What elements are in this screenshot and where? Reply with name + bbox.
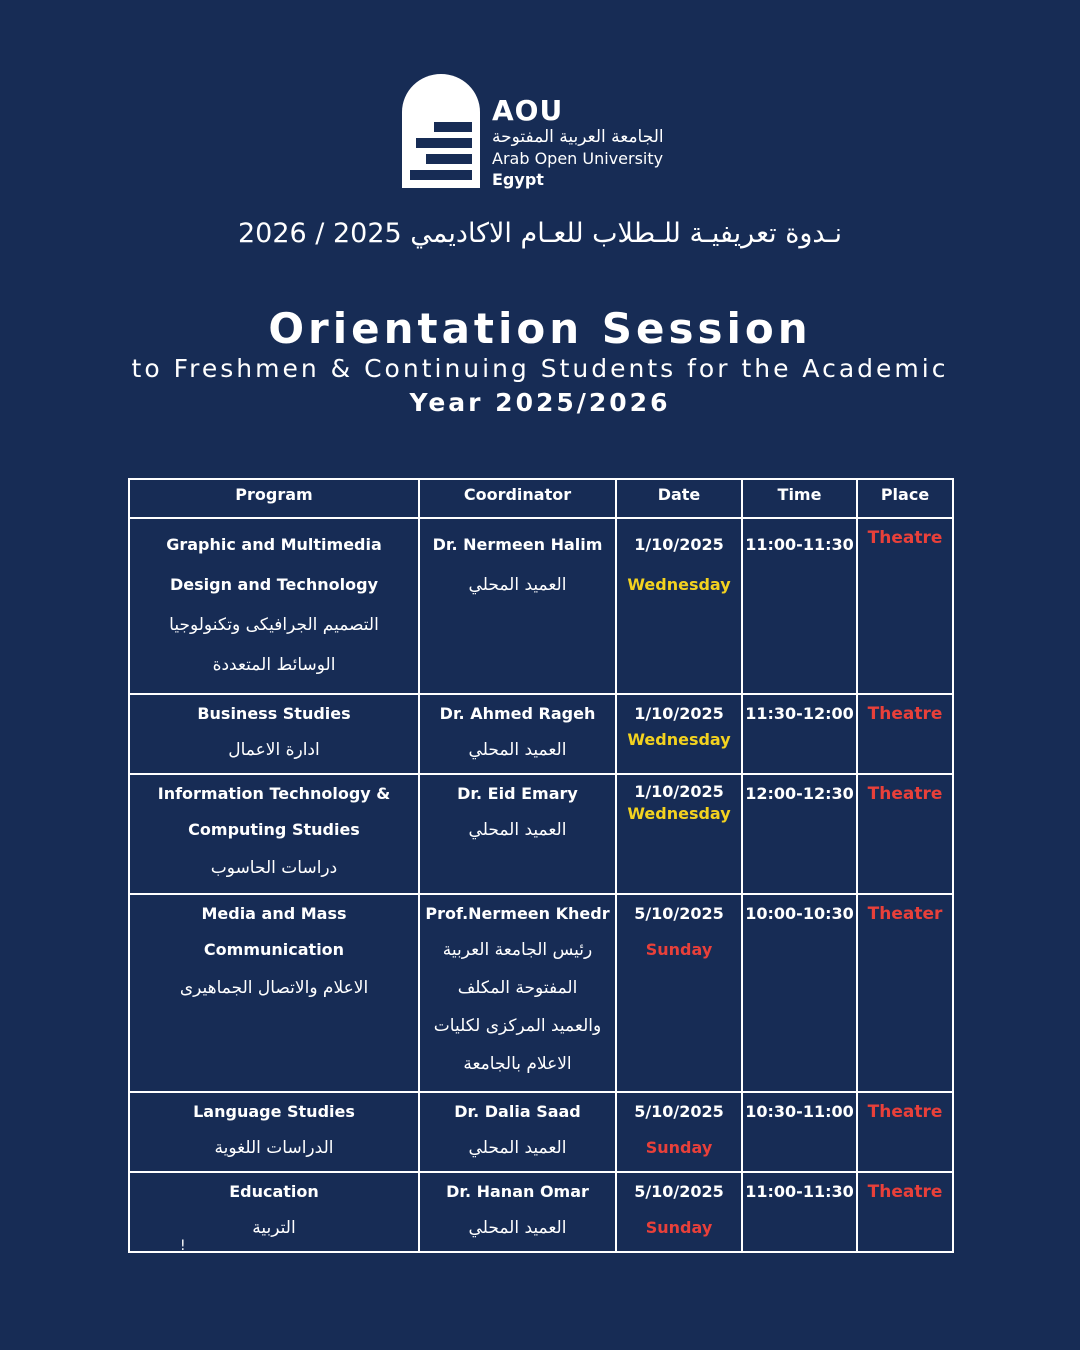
coordinator-cell: [419, 694, 616, 774]
header-coordinator: Coordinator: [419, 479, 616, 518]
session-time: 11:30-12:00: [745, 704, 854, 723]
coordinator-role: رئيس الجامعة العربية: [442, 940, 593, 960]
session-time: 10:30-11:00: [745, 1102, 854, 1121]
session-place: Theatre: [867, 704, 943, 724]
program-name-arabic: ادارة الاعمال: [228, 740, 320, 760]
coordinator-cell: [419, 894, 616, 1092]
place-cell: [857, 694, 953, 774]
program-name: Business Studies: [197, 704, 351, 723]
logo-country: Egypt: [492, 170, 544, 189]
time-cell: [742, 894, 857, 1092]
place-cell: [857, 1092, 953, 1172]
coordinator-name: Dr. Dalia Saad: [454, 1102, 581, 1121]
arabic-heading: نـدوة تعريفيـة للـطلاب للعـام الاكاديمي 2025 / 2026: [238, 218, 842, 249]
footnote-mark: !: [180, 1238, 186, 1254]
program-name-arabic: الدراسات اللغوية: [214, 1138, 334, 1158]
date-cell: [616, 774, 742, 894]
session-place: Theatre: [867, 1182, 943, 1202]
place-cell: [857, 518, 953, 694]
session-date: 5/10/2025: [634, 1182, 724, 1201]
session-place: Theatre: [867, 528, 943, 548]
logo-abbreviation: AOU: [492, 94, 564, 127]
place-cell: [857, 774, 953, 894]
header-time: Time: [742, 479, 857, 518]
time-cell: [742, 1172, 857, 1252]
session-time: 11:00-11:30: [745, 535, 854, 554]
date-cell: [616, 894, 742, 1092]
logo-english-name: Arab Open University: [492, 149, 664, 168]
session-time: 11:00-11:30: [745, 1182, 854, 1201]
program-name: Computing Studies: [188, 820, 360, 839]
session-day: Sunday: [645, 1138, 713, 1157]
table-row: [129, 518, 953, 694]
program-name: Communication: [203, 940, 345, 959]
program-name: Language Studies: [193, 1102, 355, 1121]
coordinator-name: Dr. Hanan Omar: [446, 1182, 589, 1201]
time-cell: [742, 1092, 857, 1172]
coordinator-name: Dr. Ahmed Rageh: [439, 704, 596, 723]
session-time: 12:00-12:30: [745, 784, 854, 803]
session-date: 1/10/2025: [634, 782, 724, 801]
session-place: Theater: [867, 904, 943, 924]
coordinator-role: الاعلام بالجامعة: [463, 1054, 572, 1074]
header-program: Program: [129, 479, 419, 518]
time-cell: [742, 694, 857, 774]
program-cell: [129, 518, 419, 694]
coordinator-cell: [419, 1172, 616, 1252]
aou-logo-mark: [402, 74, 480, 188]
program-cell: [129, 894, 419, 1092]
program-name-arabic: التربية: [252, 1218, 296, 1238]
session-day: Wednesday: [627, 804, 731, 823]
table-row: [129, 1172, 953, 1252]
table-row: [129, 694, 953, 774]
session-time: 10:00-10:30: [745, 904, 854, 923]
program-name: Information Technology &: [157, 784, 391, 803]
session-date: 1/10/2025: [634, 535, 724, 554]
logo-arabic-name: الجامعة العربية المفتوحة: [492, 127, 664, 147]
date-cell: [616, 1172, 742, 1252]
program-name: Design and Technology: [169, 575, 379, 594]
program-cell: [129, 1172, 419, 1252]
session-place: Theatre: [867, 1102, 943, 1122]
program-cell: [129, 1092, 419, 1172]
coordinator-role: العميد المحلي: [468, 1138, 567, 1158]
date-cell: [616, 694, 742, 774]
coordinator-name: Dr. Nermeen Halim: [432, 535, 603, 554]
coordinator-name: Dr. Eid Emary: [457, 784, 578, 803]
session-day: Wednesday: [627, 575, 731, 594]
time-cell: [742, 518, 857, 694]
program-name-arabic: التصميم الجرافيكى وتكنولوجيا: [169, 615, 379, 635]
header-place: Place: [857, 479, 953, 518]
coordinator-role: العميد المحلي: [468, 1218, 567, 1238]
program-cell: [129, 694, 419, 774]
schedule-table: [128, 478, 954, 1253]
aou-logo-text: [492, 96, 664, 190]
session-day: Sunday: [645, 940, 713, 959]
page-subtitle: to Freshmen & Continuing Students for the Academic: [131, 354, 949, 383]
program-name: Graphic and Multimedia: [166, 535, 382, 554]
session-date: 5/10/2025: [634, 904, 724, 923]
date-cell: [616, 518, 742, 694]
program-name: Education: [229, 1182, 319, 1201]
time-cell: [742, 774, 857, 894]
coordinator-role: المفتوحة المكلف: [457, 978, 578, 998]
academic-year: Year 2025/2026: [409, 388, 671, 417]
program-cell: [129, 774, 419, 894]
date-cell: [616, 1092, 742, 1172]
page-title: Orientation Session: [268, 304, 812, 353]
program-name-arabic: دراسات الحاسوب: [210, 858, 338, 878]
table-header-row: [129, 479, 953, 518]
program-name-arabic: الوسائط المتعددة: [212, 655, 336, 675]
coordinator-role: العميد المحلي: [468, 820, 567, 840]
session-place: Theatre: [867, 784, 943, 804]
session-date: 5/10/2025: [634, 1102, 724, 1121]
program-name: Media and Mass: [201, 904, 347, 923]
aou-logo: [402, 74, 692, 194]
session-day: Wednesday: [627, 730, 731, 749]
table-row: [129, 774, 953, 894]
table-row: [129, 894, 953, 1092]
coordinator-cell: [419, 1092, 616, 1172]
coordinator-name: Prof.Nermeen Khedr: [425, 904, 610, 923]
header-date: Date: [616, 479, 742, 518]
coordinator-role: العميد المحلي: [468, 575, 567, 595]
coordinator-cell: [419, 518, 616, 694]
coordinator-cell: [419, 774, 616, 894]
coordinator-role: والعميد المركزى لكليات: [433, 1016, 602, 1036]
place-cell: [857, 894, 953, 1092]
place-cell: [857, 1172, 953, 1252]
program-name-arabic: الاعلام والاتصال الجماهيرى: [179, 978, 369, 998]
coordinator-role: العميد المحلي: [468, 740, 567, 760]
session-day: Sunday: [645, 1218, 713, 1237]
session-date: 1/10/2025: [634, 704, 724, 723]
table-row: [129, 1092, 953, 1172]
